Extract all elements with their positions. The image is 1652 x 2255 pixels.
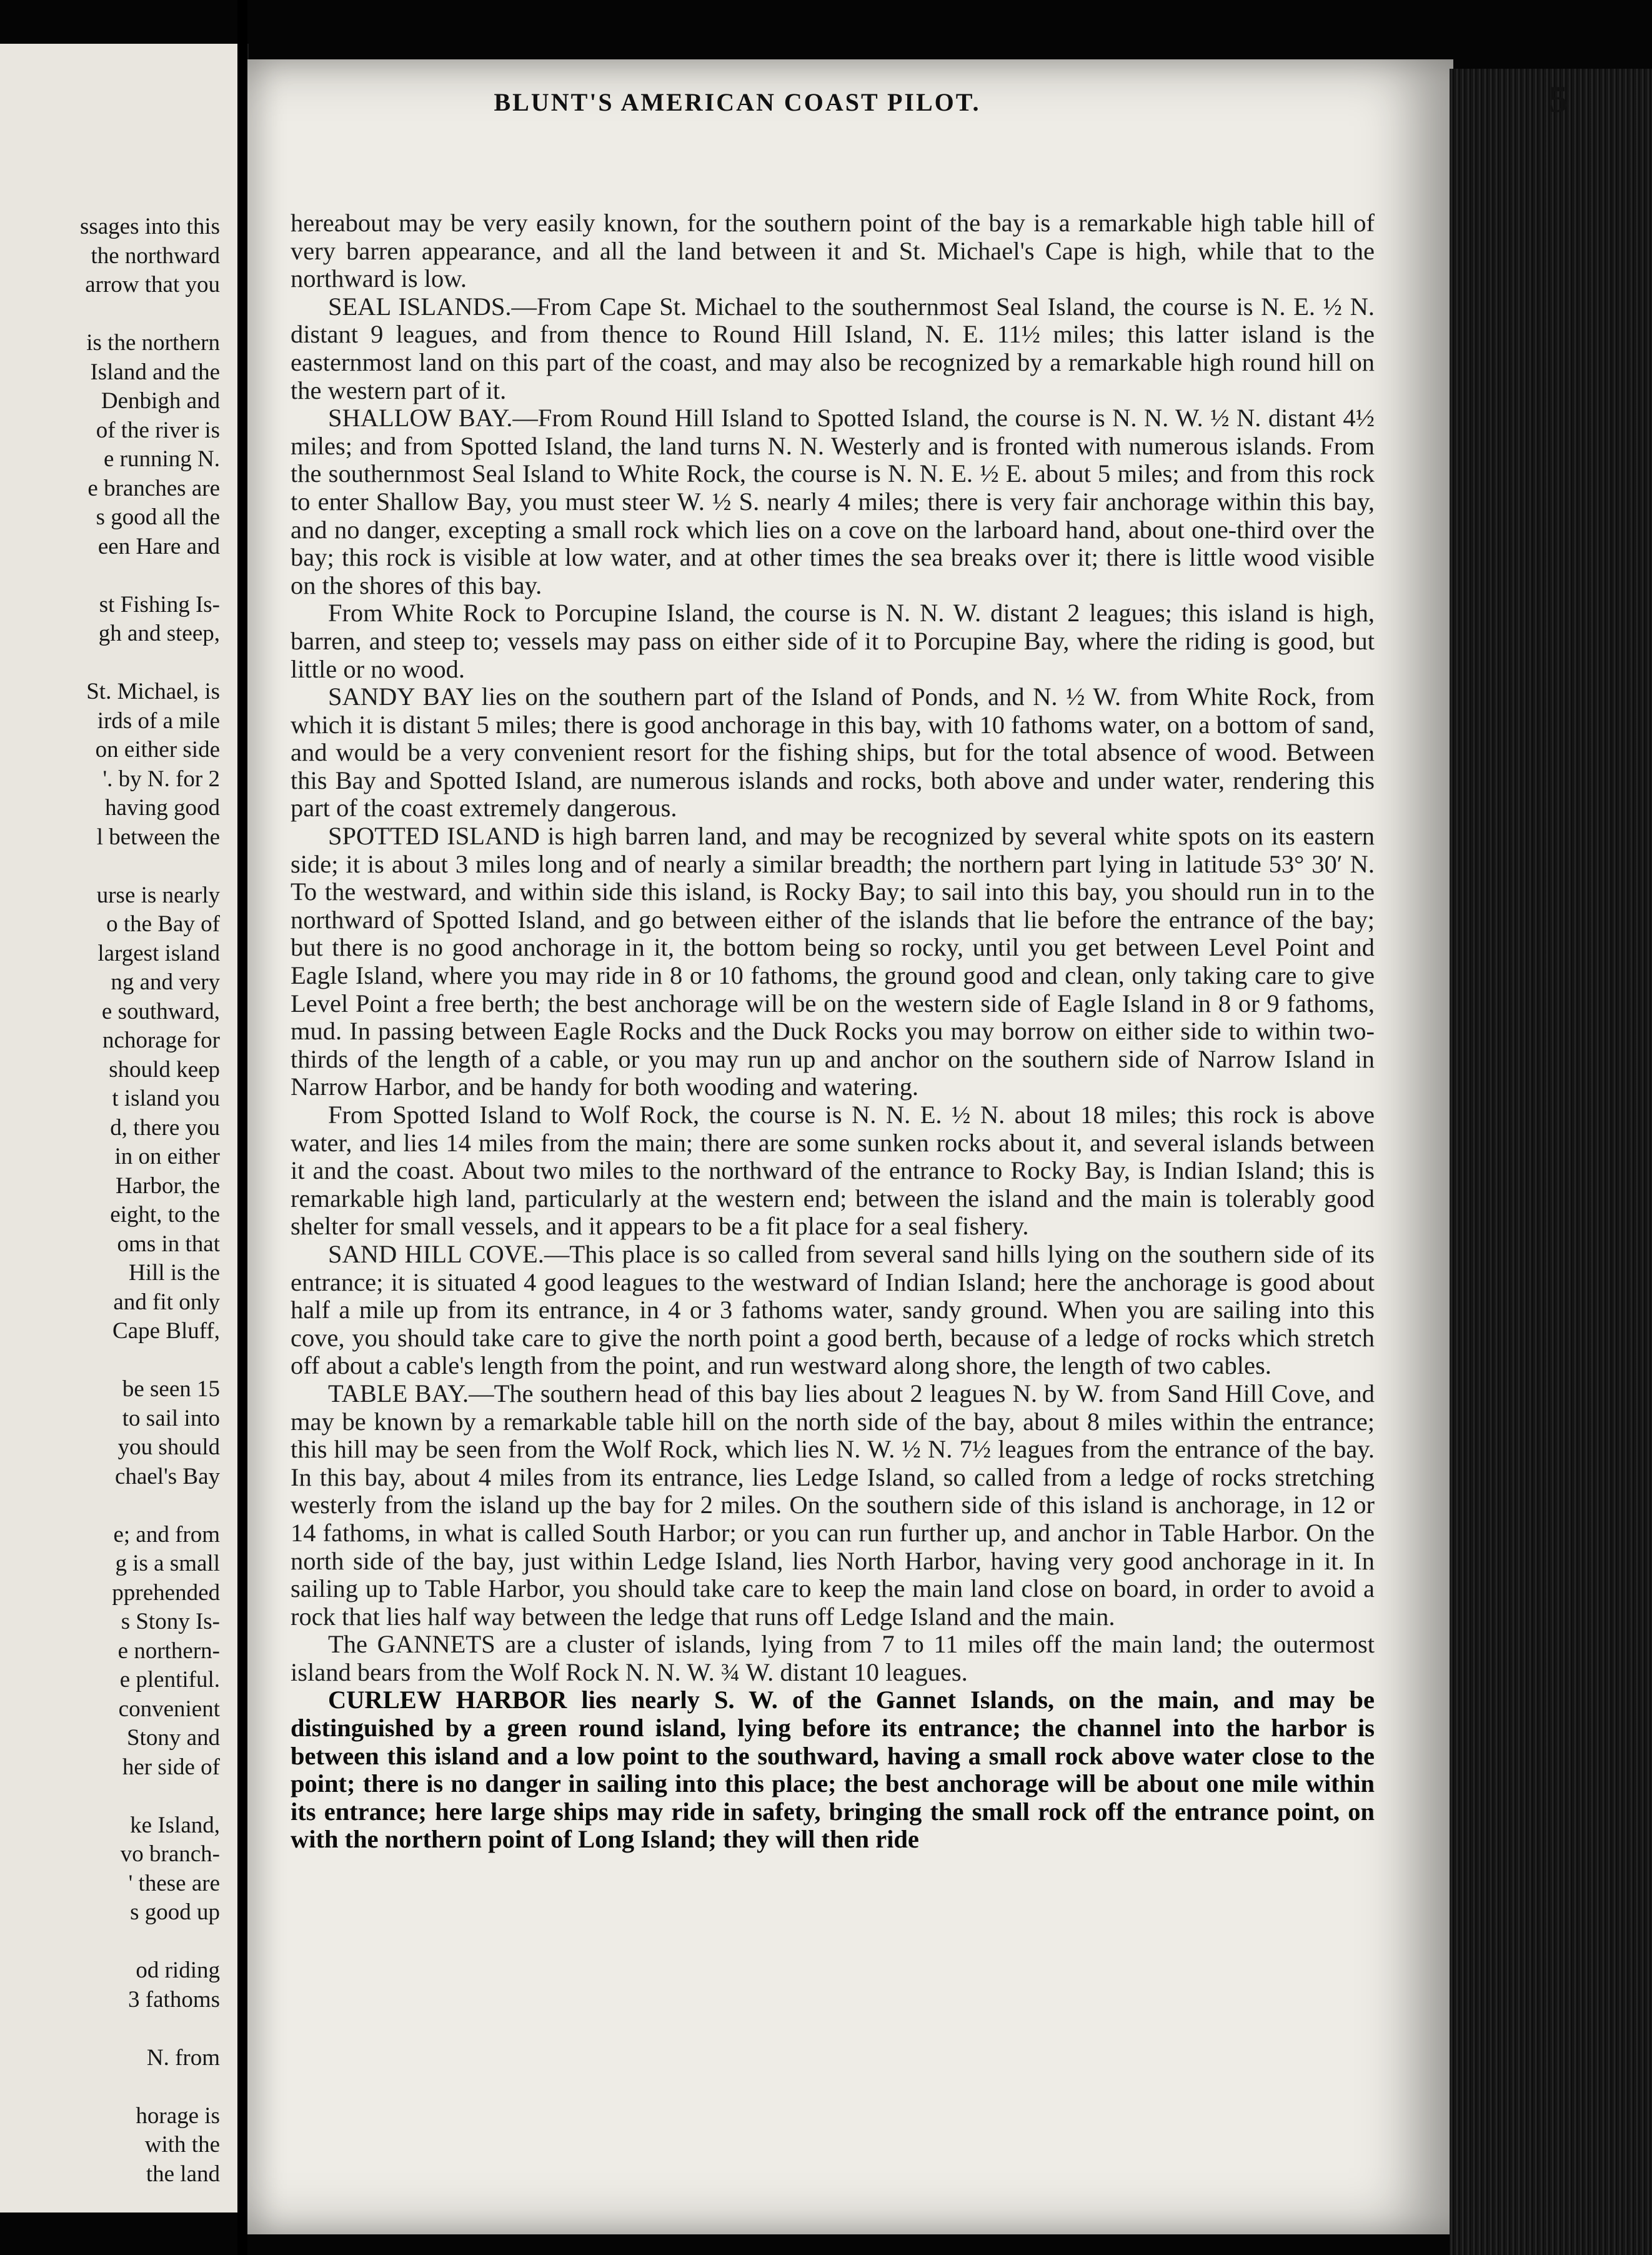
paragraph-curlew-harbor: CURLEW HARBOR lies nearly S. W. of the Gannet Islands, on the main, and may be distinguished by a green round island, lying before its entrance; the channel into the harbor is between this island and a low point to the southward, having a small rock above water close to the point; there is no danger in sailing into this place; the best anchorage will be about one mile within its entrance; here large ships may ride in safety, bringing the small rock off the entrance point, on with the northern point of Long Island; they will then ride [291, 1686, 1375, 1854]
facing-page-line: d, there you [110, 1114, 220, 1141]
paragraph-shallow-bay: SHALLOW BAY.—From Round Hill Island to Spotted Island, the course is N. N. W. ½ N. distant 4½ miles; and from Spotted Island, the land turns N. N. Westerly and is fronted with numerous islands. From the southernmost Seal Island to White Rock, the course is N. N. E. ½ E. about 5 miles; and from this rock to enter Shallow Bay, you must steer W. ½ S. nearly 4 miles; there is very fair anchorage within this bay, and no danger, excepting a small rock which lies on a cove on the larboard hand, about one-third over the bay; this rock is visible at low water, and at other times the sea breaks over it; there is little wood visible on the shores of this bay. [291, 404, 1375, 599]
facing-page-line [80, 2014, 220, 2044]
page-number: 5 [1549, 79, 1568, 120]
facing-page-line: Hill is the [129, 1260, 220, 1286]
paragraph-sand-hill-cove: SAND HILL COVE.—This place is so called from several sand hills lying on the southern side of its entrance; it is situated 4 good leagues to the westward of Indian Island; here the anchorage is good about half a mile up from its entrance, in 4 or 3 fathoms water, sandy ground. When you are sailing into this cove, you should take care to give the north point a good berth, because of a ledge of rocks which stretch off about a cable's length from the point, and run westward along shore, the length of two cables. [291, 1239, 1375, 1380]
facing-page-line: urse is nearly [96, 882, 220, 908]
facing-page-line: N. from [146, 2044, 220, 2071]
facing-page-line [80, 300, 220, 329]
facing-page-line: e branches are [87, 475, 220, 501]
facing-page-line: st Fishing Is- [99, 591, 220, 618]
paragraph: hereabout may be very easily known, for the southern point of the bay is a remarkable high table hill of very barren appearance, and all the land between it and St. Michael's Cape is high, while that to the northward is low. [291, 209, 1375, 293]
facing-page-line: e plentiful. [119, 1667, 220, 1692]
facing-page-line [80, 649, 220, 678]
facing-page-line: ssages into this [79, 214, 220, 239]
running-title: BLUNT'S AMERICAN COAST PILOT. [494, 88, 981, 116]
facing-page-line: een Hare and [97, 533, 220, 559]
facing-page-line: the land [146, 2161, 220, 2187]
facing-page-line: her side of [122, 1754, 220, 1780]
facing-page-line: ' these are [128, 1870, 220, 1896]
facing-page-line: '. by N. for 2 [102, 766, 220, 792]
facing-page-line: g is a small [115, 1551, 220, 1576]
facing-page-line: having good [105, 795, 220, 821]
facing-page-line: Cape Bluff, [112, 1318, 220, 1344]
facing-page-line: to sail into [122, 1405, 220, 1431]
paragraph-porcupine-island: From White Rock to Porcupine Island, the course is N. N. W. distant 2 leagues; this island is high, barren, and steep to; vessels may pass on either side of it to Porcupine Bay, where the riding is good, but little or no wood. [291, 599, 1375, 683]
facing-page-line: in on either [114, 1144, 220, 1169]
facing-page-line: largest island [97, 940, 220, 966]
facing-page-line: eight, to the [110, 1202, 220, 1228]
facing-page-line [80, 1782, 220, 1811]
facing-page-line [80, 561, 220, 591]
paragraph-gannets: The GANNETS are a cluster of islands, lying from 7 to 11 miles off the main land; the outermost island bears from the Wolf Rock N. N. W. ¾ W. distant 10 leagues. [291, 1630, 1375, 1686]
paragraph-table-bay: TABLE BAY.—The southern head of this bay lies about 2 leagues N. by W. from Sand Hill Cove, and may be known by a remarkable table hill on the north side of the bay, about 8 miles within the entrance; this hill may be seen from the Wolf Rock, which lies N. W. ½ N. 7½ leagues from the entrance of the bay. In this bay, about 4 miles from its entrance, lies Ledge Island, so called from a ledge of rocks stretching westerly from the island up the bay for 2 miles. On the southern side of this island is anchorage, in 12 or 14 fathoms, in what is called South Harbor; or you can run further up, and anchor in Table Harbor. On the north side of the bay, just within Ledge Island, lies North Harbor, having very good anchorage in it. In sailing up to Table Harbor, you should take care to keep the main land close on board, in order to avoid a rock that lies half way between the ledge that runs off Ledge Island and the main. [291, 1379, 1375, 1631]
facing-page-line: irds of a mile [97, 708, 220, 734]
facing-page-line: the northward [91, 242, 220, 269]
facing-page-left [0, 44, 249, 2212]
facing-page-line: pprehended [112, 1579, 220, 1606]
facing-page-line: od riding [136, 1958, 220, 1983]
paragraph-wolf-rock: From Spotted Island to Wolf Rock, the course is N. N. E. ½ N. about 18 miles; this rock is above water, and lies 14 miles from the main; there are some sunken rocks about it, and several islands between it and the coast. About two miles to the northward of the entrance to Rocky Bay, is Indian Island; this is remarkable high land, particularly at the western end; between the island and the main is tolerably good shelter for small vessels, and it appears to be a fit place for a seal fishery. [291, 1101, 1375, 1241]
facing-page-line: e; and from [113, 1521, 220, 1548]
facing-page-line: o the Bay of [106, 911, 220, 937]
facing-page-line: Island and the [90, 359, 220, 385]
facing-page-line: with the [144, 2132, 220, 2158]
facing-page-line: is the northern [86, 330, 220, 356]
facing-page-line: arrow that you [85, 272, 220, 298]
facing-page-line: ng and very [111, 969, 220, 995]
facing-page-line: s good up [130, 1899, 220, 1925]
facing-page-line: s Stony Is- [121, 1609, 220, 1634]
book-gutter [237, 0, 247, 2255]
facing-page-line [80, 1491, 220, 1521]
facing-page-line: convenient [118, 1696, 220, 1722]
facing-page-text [80, 212, 220, 2189]
facing-page-line: of the river is [96, 417, 220, 443]
facing-page-line: should keep [109, 1056, 220, 1082]
paragraph-sandy-bay: SANDY BAY lies on the southern part of the Island of Ponds, and N. ½ W. from White Rock, from which it is distant 5 miles; there is good anchorage in this bay, with 10 fathoms water, on a bottom of sand, and would be a very convenient resort for the fishing ships, but for the total absence of wood. Between this Bay and Spotted Island, are numerous islands and rocks, both above and under water, rendering this part of the coast extremely dangerous. [291, 682, 1375, 822]
facing-page-line: gh and steep, [98, 621, 220, 646]
facing-page-line: e running N. [104, 446, 220, 472]
body-text [291, 209, 1375, 1854]
facing-page-line: St. Michael, is [86, 679, 220, 704]
facing-page-line: Denbigh and [101, 388, 220, 414]
facing-page-line: you should [117, 1434, 220, 1460]
facing-page-line: e northern- [117, 1638, 220, 1664]
facing-page-line: and fit only [113, 1289, 220, 1315]
facing-page-line: oms in that [117, 1231, 220, 1257]
facing-page-line: 3 fathoms [128, 1986, 220, 2012]
facing-page-line: l between the [96, 824, 220, 850]
facing-page-line [80, 1346, 220, 1376]
facing-page-line: ke Island, [130, 1812, 220, 1838]
facing-page-line: vo branch- [120, 1841, 220, 1867]
facing-page-line [80, 2072, 220, 2102]
facing-page-line: Harbor, the [115, 1172, 220, 1199]
paragraph-spotted-island: SPOTTED ISLAND is high barren land, and may be recognized by several white spots on its eastern side; it is about 3 miles long and of nearly a similar breadth; the northern part lying in latitude 53° 30′ N. To the westward, and within side this island, is Rocky Bay; to sail into this bay, you should run in to the northward of Spotted Island, and go between either of the islands that lie before the entrance of the bay; but there is no good anchorage in it, the bottom being so rocky, until you get between Level Point and Eagle Island, where you may ride in 8 or 10 fathoms, the ground good and clean, only taking care to give Level Point a free berth; the best anchorage will be on the western side of Eagle Island in 8 or 9 fathoms, mud. In passing between Eagle Rocks and the Duck Rocks you may borrow on either side to within two-thirds of the length of a cable, or you may run up and anchor on the southern side of Narrow Island in Narrow Harbor, and be handy for both wooding and watering. [291, 822, 1375, 1101]
facing-page-line: horage is [136, 2102, 220, 2129]
facing-page-line [80, 852, 220, 881]
facing-page-line: t island you [112, 1086, 220, 1111]
facing-page-line: on either side [95, 737, 220, 762]
facing-page-line: s good all the [96, 504, 220, 530]
facing-page-line: Stony and [126, 1725, 220, 1751]
facing-page-line: be seen 15 [122, 1376, 220, 1402]
page-edges-right [1450, 69, 1652, 2255]
paragraph-seal-islands: SEAL ISLANDS.—From Cape St. Michael to the southernmost Seal Island, the course is N. E. ½ N. distant 9 leagues, and from thence to Round Hill Island, N. E. 11½ miles; this latter island is the easternmost land on this part of the coast, and may also be recognized by a remarkable high round hill on the western part of it. [291, 292, 1375, 404]
facing-page-line: chael's Bay [115, 1463, 220, 1489]
facing-page-line: e southward, [101, 998, 220, 1024]
facing-page-line [80, 1928, 220, 1957]
facing-page-line: nchorage for [102, 1028, 220, 1053]
